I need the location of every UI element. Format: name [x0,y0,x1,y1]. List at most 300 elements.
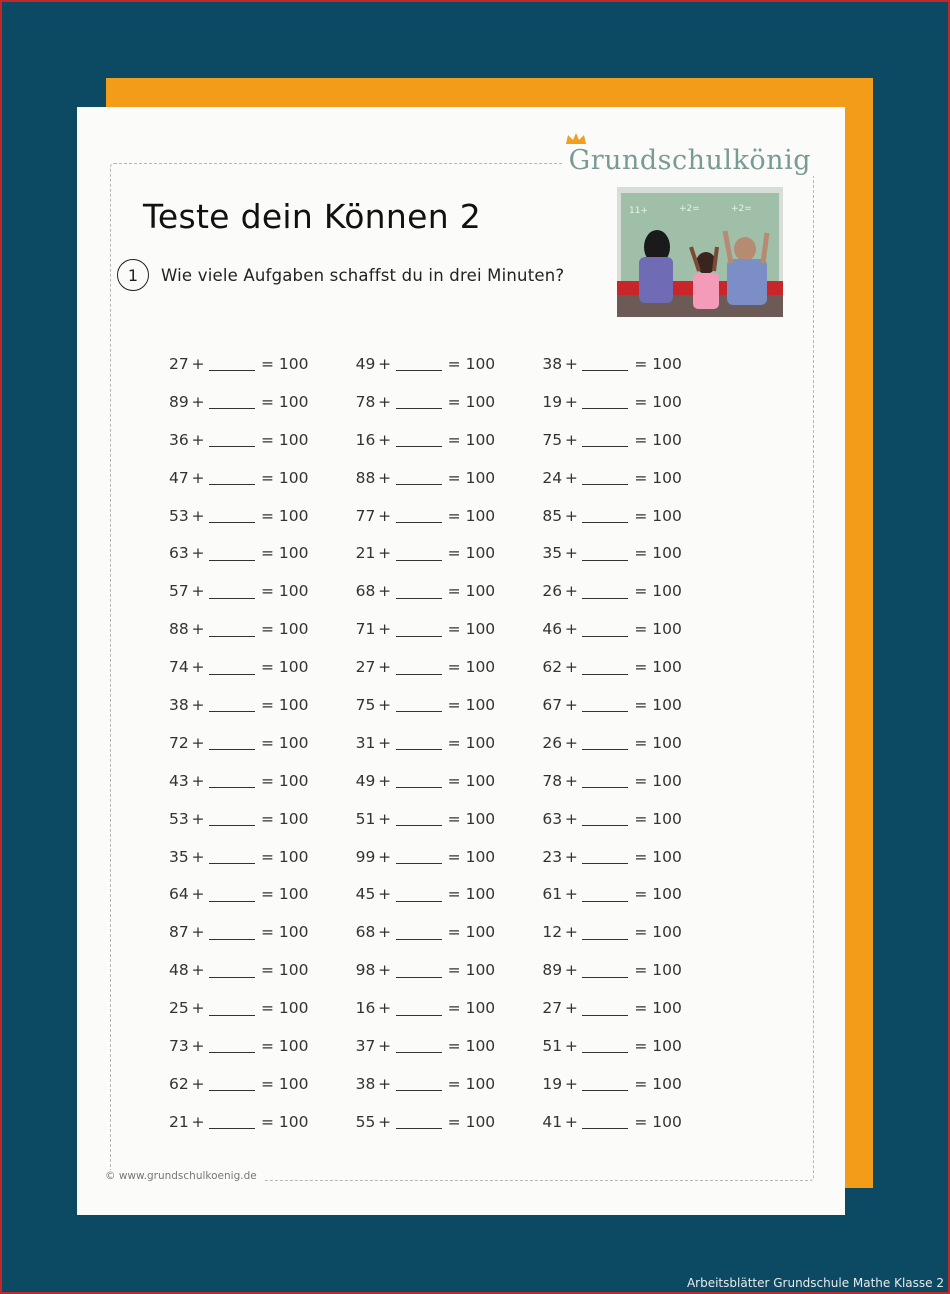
exercise-problem [169,961,356,979]
equals-result: = 100 [261,961,309,980]
equals-result: = 100 [447,582,496,601]
answer-blank[interactable] [209,584,255,599]
exercise-problem [356,923,543,941]
answer-blank[interactable] [209,1038,255,1053]
exercise-problem [542,923,729,941]
exercise-row [169,610,729,648]
equals-result: = 100 [261,1074,309,1093]
answer-blank[interactable] [396,1038,442,1053]
answer-blank[interactable] [396,546,442,561]
plus-sign: + [378,695,392,714]
equals-result: = 100 [447,809,496,828]
plus-sign: + [191,999,205,1018]
exercise-problem [169,431,356,449]
addend: 78 [355,392,376,411]
addend: 68 [355,582,376,601]
plus-sign: + [564,354,578,373]
worksheet-page [77,107,845,1215]
answer-blank[interactable] [582,925,628,940]
exercise-problem [542,885,729,903]
equals-result: = 100 [634,468,682,487]
answer-blank[interactable] [396,1001,442,1016]
brand-logo [563,145,817,176]
equals-result: = 100 [261,392,309,411]
plus-sign: + [191,1112,205,1131]
answer-blank[interactable] [582,546,628,561]
answer-blank[interactable] [582,394,628,409]
exercise-row [169,421,729,459]
addend: 35 [169,847,189,866]
plus-sign: + [378,392,392,411]
addend: 62 [169,1074,189,1093]
exercise-problem [542,393,729,411]
plus-sign: + [191,468,205,487]
answer-blank[interactable] [396,697,442,712]
plus-sign: + [378,771,392,790]
equals-result: = 100 [634,695,682,714]
equals-result: = 100 [261,999,309,1018]
addend: 26 [542,733,563,752]
image-caption: Arbeitsblätter Grundschule Mathe Klasse 2 [686,1276,944,1290]
plus-sign: + [564,961,578,980]
equals-result: = 100 [634,582,682,601]
plus-sign: + [191,885,205,904]
addend: 24 [542,468,563,487]
exercise-problem [169,469,356,487]
plus-sign: + [564,847,578,866]
addend: 38 [169,695,189,714]
equals-result: = 100 [447,923,496,942]
exercise-problem [356,1037,543,1055]
addend: 68 [355,923,376,942]
answer-blank[interactable] [582,432,628,447]
answer-blank[interactable] [209,697,255,712]
equals-result: = 100 [447,544,496,563]
plus-sign: + [564,695,578,714]
addend: 19 [542,392,563,411]
equals-result: = 100 [634,430,682,449]
plus-sign: + [378,999,392,1018]
exercise-row [169,686,729,724]
answer-blank[interactable] [582,660,628,675]
equals-result: = 100 [447,506,496,525]
answer-blank[interactable] [582,1114,628,1129]
addend: 45 [355,885,376,904]
plus-sign: + [378,885,392,904]
addend: 48 [169,961,189,980]
plus-sign: + [378,544,392,563]
addend: 12 [542,923,563,942]
plus-sign: + [564,733,578,752]
answer-blank[interactable] [209,1114,255,1129]
exercise-row [169,838,729,876]
exercise-row [169,459,729,497]
addend: 16 [355,999,376,1018]
exercise-row [169,383,729,421]
exercise-row [169,989,729,1027]
exercise-problem [356,658,543,676]
exercise-problem [169,658,356,676]
equals-result: = 100 [634,771,682,790]
equals-result: = 100 [634,923,682,942]
exercise-problem [542,999,729,1017]
answer-blank[interactable] [582,735,628,750]
exercise-problem [356,1075,543,1093]
answer-blank[interactable] [209,735,255,750]
plus-sign: + [378,847,392,866]
exercise-row [169,951,729,989]
plus-sign: + [378,506,392,525]
equals-result: = 100 [261,809,309,828]
exercise-problem [356,961,543,979]
answer-blank[interactable] [582,811,628,826]
equals-result: = 100 [261,1036,309,1055]
exercise-problem [169,507,356,525]
addend: 35 [542,544,563,563]
addend: 89 [542,961,563,980]
addend: 27 [355,658,376,677]
addend: 99 [355,847,376,866]
equals-result: = 100 [261,885,309,904]
exercise-problem [356,582,543,600]
answer-blank[interactable] [396,1114,442,1129]
equals-result: = 100 [634,733,682,752]
answer-blank[interactable] [396,963,442,978]
exercise-problem [169,544,356,562]
answer-blank[interactable] [209,811,255,826]
addend: 64 [169,885,189,904]
addend: 41 [542,1112,563,1131]
plus-sign: + [378,1036,392,1055]
addend: 47 [169,468,189,487]
equals-result: = 100 [447,961,496,980]
worksheet-title: Teste dein Können 2 [143,197,482,236]
equals-result: = 100 [447,771,496,790]
equals-result: = 100 [447,999,496,1018]
answer-blank[interactable] [209,773,255,788]
plus-sign: + [564,468,578,487]
plus-sign: + [378,468,392,487]
answer-blank[interactable] [582,1001,628,1016]
exercise-problem [542,696,729,714]
equals-result: = 100 [634,506,682,525]
addend: 67 [542,695,563,714]
exercise-row [169,648,729,686]
plus-sign: + [378,923,392,942]
answer-blank[interactable] [396,584,442,599]
answer-blank[interactable] [396,887,442,902]
answer-blank[interactable] [582,849,628,864]
equals-result: = 100 [634,658,682,677]
addend: 49 [355,771,376,790]
addend: 73 [169,1036,189,1055]
answer-blank[interactable] [582,470,628,485]
equals-result: = 100 [634,961,682,980]
exercise-problem [542,772,729,790]
plus-sign: + [564,506,578,525]
addend: 75 [355,695,376,714]
exercise-row [169,1103,729,1141]
equals-result: = 100 [447,885,496,904]
answer-blank[interactable] [209,508,255,523]
exercise-problem [542,1075,729,1093]
addend: 38 [355,1074,376,1093]
equals-result: = 100 [261,544,309,563]
answer-blank[interactable] [209,432,255,447]
answer-blank[interactable] [396,508,442,523]
answer-blank[interactable] [209,356,255,371]
addend: 98 [355,961,376,980]
plus-sign: + [564,582,578,601]
plus-sign: + [191,354,205,373]
exercise-row [169,724,729,762]
plus-sign: + [191,430,205,449]
exercise-problem [356,469,543,487]
answer-blank[interactable] [582,697,628,712]
classroom-illustration [617,187,783,317]
addend: 75 [542,430,563,449]
equals-result: = 100 [447,430,496,449]
addend: 46 [542,620,563,639]
addend: 21 [355,544,376,563]
answer-blank[interactable] [396,356,442,371]
addend: 57 [169,582,189,601]
exercise-problem [542,620,729,638]
exercise-problem [542,658,729,676]
exercise-problem [169,885,356,903]
exercise-problem [542,544,729,562]
addend: 31 [355,733,376,752]
answer-blank[interactable] [582,773,628,788]
answer-blank[interactable] [396,849,442,864]
equals-result: = 100 [447,733,496,752]
svg-text:+2=: +2= [731,204,752,214]
addend: 27 [169,354,189,373]
plus-sign: + [564,544,578,563]
equals-result: = 100 [447,1036,496,1055]
addend: 88 [355,468,376,487]
answer-blank[interactable] [209,963,255,978]
exercise-problem [356,734,543,752]
plus-sign: + [191,658,205,677]
answer-blank[interactable] [209,470,255,485]
answer-blank[interactable] [209,622,255,637]
task-instruction [117,259,564,291]
addend: 62 [542,658,563,677]
exercise-problem [356,355,543,373]
exercise-problem [542,1037,729,1055]
answer-blank[interactable] [396,394,442,409]
equals-result: = 100 [447,354,496,373]
svg-text:11+: 11+ [629,206,648,216]
addend: 19 [542,1074,563,1093]
crown-icon [565,133,587,145]
answer-blank[interactable] [396,735,442,750]
exercise-problem [169,923,356,941]
plus-sign: + [191,809,205,828]
answer-blank[interactable] [396,622,442,637]
addend: 36 [169,430,189,449]
exercise-row [169,1065,729,1103]
equals-result: = 100 [634,847,682,866]
equals-result: = 100 [261,620,309,639]
plus-sign: + [191,582,205,601]
exercise-problem [356,999,543,1017]
plus-sign: + [191,1036,205,1055]
addend: 37 [355,1036,376,1055]
exercise-problem [356,772,543,790]
exercise-problem [542,848,729,866]
addend: 25 [169,999,189,1018]
exercise-problem [356,885,543,903]
answer-blank[interactable] [209,394,255,409]
answer-blank[interactable] [582,356,628,371]
exercise-row [169,534,729,572]
answer-blank[interactable] [396,925,442,940]
answer-blank[interactable] [582,887,628,902]
plus-sign: + [564,809,578,828]
answer-blank[interactable] [582,1038,628,1053]
plus-sign: + [191,961,205,980]
equals-result: = 100 [447,847,496,866]
equals-result: = 100 [261,847,309,866]
plus-sign: + [191,620,205,639]
plus-sign: + [191,923,205,942]
equals-result: = 100 [634,354,682,373]
exercise-problem [169,772,356,790]
equals-result: = 100 [634,999,682,1018]
answer-blank[interactable] [396,660,442,675]
exercise-problem [356,1113,543,1131]
answer-blank[interactable] [209,546,255,561]
plus-sign: + [378,961,392,980]
addend: 61 [542,885,563,904]
answer-blank[interactable] [396,811,442,826]
plus-sign: + [564,885,578,904]
addend: 38 [542,354,563,373]
equals-result: = 100 [447,1112,496,1131]
plus-sign: + [564,771,578,790]
equals-result: = 100 [447,392,496,411]
addend: 27 [542,999,563,1018]
equals-result: = 100 [261,771,309,790]
plus-sign: + [378,1074,392,1093]
addend: 21 [169,1112,189,1131]
plus-sign: + [564,392,578,411]
exercise-row [169,913,729,951]
plus-sign: + [564,999,578,1018]
exercise-problem [542,355,729,373]
addend: 88 [169,620,189,639]
plus-sign: + [191,733,205,752]
plus-sign: + [564,658,578,677]
answer-blank[interactable] [396,1076,442,1091]
equals-result: = 100 [261,923,309,942]
exercise-problem [542,469,729,487]
answer-blank[interactable] [582,1076,628,1091]
plus-sign: + [564,1036,578,1055]
answer-blank[interactable] [209,660,255,675]
answer-blank[interactable] [209,849,255,864]
exercise-problem [169,848,356,866]
plus-sign: + [378,1112,392,1131]
addend: 53 [169,506,189,525]
addend: 63 [169,544,189,563]
answer-blank[interactable] [396,432,442,447]
equals-result: = 100 [261,658,309,677]
task-number-badge: 1 [117,259,149,291]
exercise-problem [356,696,543,714]
plus-sign: + [191,392,205,411]
exercise-row [169,572,729,610]
answer-blank[interactable] [209,887,255,902]
answer-blank[interactable] [582,584,628,599]
exercise-row [169,1027,729,1065]
addend: 23 [542,847,563,866]
answer-blank[interactable] [582,963,628,978]
equals-result: = 100 [447,1074,496,1093]
exercise-problem [542,961,729,979]
exercise-problem [356,507,543,525]
equals-result: = 100 [261,733,309,752]
exercise-problem [169,355,356,373]
exercise-row [169,762,729,800]
equals-result: = 100 [261,354,309,373]
equals-result: = 100 [447,468,496,487]
plus-sign: + [378,620,392,639]
equals-result: = 100 [261,468,309,487]
exercise-grid [169,345,729,1141]
answer-blank[interactable] [396,773,442,788]
plus-sign: + [378,430,392,449]
addend: 55 [355,1112,376,1131]
answer-blank[interactable] [209,925,255,940]
answer-blank[interactable] [582,508,628,523]
answer-blank[interactable] [209,1076,255,1091]
addend: 74 [169,658,189,677]
exercise-problem [356,544,543,562]
addend: 53 [169,809,189,828]
exercise-problem [169,810,356,828]
addend: 87 [169,923,189,942]
answer-blank[interactable] [396,470,442,485]
addend: 77 [355,506,376,525]
exercise-problem [356,393,543,411]
plus-sign: + [378,658,392,677]
exercise-problem [169,582,356,600]
brand-name: Grundschulkönig [568,145,811,176]
plus-sign: + [564,1074,578,1093]
equals-result: = 100 [447,620,496,639]
answer-blank[interactable] [209,1001,255,1016]
plus-sign: + [191,695,205,714]
plus-sign: + [191,506,205,525]
answer-blank[interactable] [582,622,628,637]
exercise-row [169,875,729,913]
exercise-problem [169,620,356,638]
equals-result: = 100 [634,544,682,563]
svg-text:+2=: +2= [679,204,700,214]
exercise-problem [169,1075,356,1093]
exercise-problem [542,810,729,828]
task-text: Wie viele Aufgaben schaffst du in drei Minuten? [161,265,565,285]
addend: 85 [542,506,563,525]
plus-sign: + [564,923,578,942]
addend: 51 [542,1036,563,1055]
addend: 26 [542,582,563,601]
addend: 78 [542,771,563,790]
exercise-problem [542,1113,729,1131]
